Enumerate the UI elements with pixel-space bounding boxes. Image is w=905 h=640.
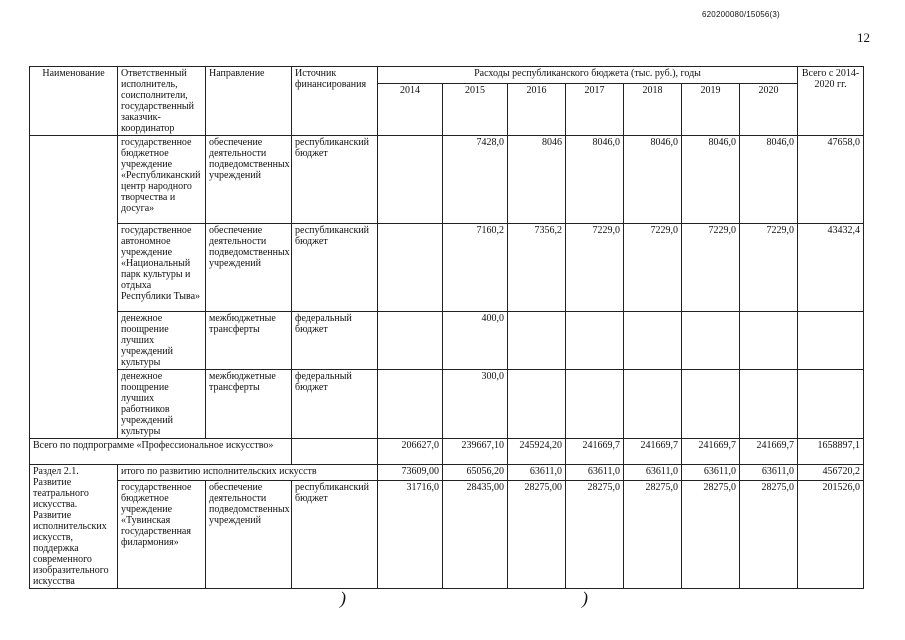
executor-cell: государственное автономное учреждение «Национальный парк культуры и отдыха Республики Тыва»: [118, 224, 206, 312]
year-cell: 2015: [443, 84, 508, 136]
total-cell: [798, 312, 864, 370]
value-cell: [378, 136, 443, 224]
value-cell: 65056,20: [443, 465, 508, 481]
subtotal-empty: [292, 439, 378, 465]
source-cell: республиканский бюджет: [292, 224, 378, 312]
value-cell: 63611,0: [508, 465, 566, 481]
header-name: Наименование: [30, 67, 118, 136]
value-cell: 7229,0: [682, 224, 740, 312]
year-cell: 2019: [682, 84, 740, 136]
value-cell: 63611,0: [624, 465, 682, 481]
value-cell: [378, 224, 443, 312]
header-direction: Направление: [206, 67, 292, 136]
value-cell: 239667,10: [443, 439, 508, 465]
direction-cell: обеспечение деятельности подведомственных учреждений: [206, 136, 292, 224]
value-cell: 31716,0: [378, 481, 443, 589]
document-id: 620200080/15056(3): [702, 10, 780, 19]
value-cell: [566, 312, 624, 370]
value-cell: [740, 312, 798, 370]
page-number: 12: [857, 30, 870, 45]
direction-cell: межбюджетные трансферты: [206, 312, 292, 370]
year-cell: 2017: [566, 84, 624, 136]
value-cell: 206627,0: [378, 439, 443, 465]
value-cell: 7356,2: [508, 224, 566, 312]
year-cell: 2018: [624, 84, 682, 136]
value-cell: 300,0: [443, 370, 508, 439]
value-cell: 241669,7: [682, 439, 740, 465]
value-cell: [740, 370, 798, 439]
section-total-row: [30, 465, 864, 481]
value-cell: [378, 370, 443, 439]
value-cell: 63611,0: [682, 465, 740, 481]
executor-cell: государственное бюджетное учреждение «Республиканский центр народного творчества и досуга»: [118, 136, 206, 224]
budget-table: [29, 66, 864, 589]
value-cell: [566, 370, 624, 439]
value-cell: 8046,0: [740, 136, 798, 224]
value-cell: 8046,0: [682, 136, 740, 224]
value-cell: [624, 312, 682, 370]
header-executor: Ответственный исполнитель, соисполнители, государственный заказчик-координатор: [118, 67, 206, 136]
executor-cell: денежное поощрение лучших учреждений культуры: [118, 312, 206, 370]
table-row: [30, 224, 864, 312]
value-cell: 245924,20: [508, 439, 566, 465]
total-cell: 43432,4: [798, 224, 864, 312]
value-cell: 28275,0: [682, 481, 740, 589]
value-cell: 7229,0: [624, 224, 682, 312]
subtotal-row: [30, 439, 864, 465]
value-cell: 241669,7: [566, 439, 624, 465]
name-cell-empty: [30, 136, 118, 439]
value-cell: 241669,7: [740, 439, 798, 465]
header-source: Источник финансирования: [292, 67, 378, 136]
table-header-row: [30, 67, 864, 84]
header-expenses: Расходы республиканского бюджета (тыс. руб.), годы: [378, 67, 798, 84]
total-cell: 456720,2: [798, 465, 864, 481]
value-cell: [624, 370, 682, 439]
direction-cell: обеспечение деятельности подведомственных учреждений: [206, 481, 292, 589]
value-cell: [508, 312, 566, 370]
value-cell: 28275,0: [740, 481, 798, 589]
value-cell: 7428,0: [443, 136, 508, 224]
value-cell: 8046,0: [566, 136, 624, 224]
value-cell: 8046,0: [624, 136, 682, 224]
source-cell: федеральный бюджет: [292, 370, 378, 439]
table-row: [30, 370, 864, 439]
value-cell: 400,0: [443, 312, 508, 370]
total-cell: 201526,0: [798, 481, 864, 589]
year-cell: 2014: [378, 84, 443, 136]
table-row: [30, 312, 864, 370]
source-cell: федеральный бюджет: [292, 312, 378, 370]
header-total: Всего с 2014-2020 гг.: [798, 67, 864, 136]
value-cell: 73609,00: [378, 465, 443, 481]
bracket-mark: ): [582, 588, 588, 608]
value-cell: 63611,0: [566, 465, 624, 481]
total-cell: 47658,0: [798, 136, 864, 224]
value-cell: [682, 312, 740, 370]
section-total-label: итого по развитию исполнительских искусств: [118, 465, 378, 481]
subtotal-label: Всего по подпрограмме «Профессиональное искусство»: [30, 439, 292, 465]
value-cell: 7160,2: [443, 224, 508, 312]
source-cell: республиканский бюджет: [292, 136, 378, 224]
value-cell: 7229,0: [740, 224, 798, 312]
value-cell: 28275,00: [508, 481, 566, 589]
year-cell: 2020: [740, 84, 798, 136]
executor-cell: государственное бюджетное учреждение «Тувинская государственная филармония»: [118, 481, 206, 589]
value-cell: 28275,0: [566, 481, 624, 589]
value-cell: 7229,0: [566, 224, 624, 312]
value-cell: 241669,7: [624, 439, 682, 465]
table-row: [30, 481, 864, 589]
total-cell: [798, 370, 864, 439]
bracket-mark: ): [340, 588, 346, 608]
value-cell: 63611,0: [740, 465, 798, 481]
total-cell: 1658897,1: [798, 439, 864, 465]
year-cell: 2016: [508, 84, 566, 136]
value-cell: 28275,0: [624, 481, 682, 589]
direction-cell: межбюджетные трансферты: [206, 370, 292, 439]
direction-cell: обеспечение деятельности подведомственных учреждений: [206, 224, 292, 312]
value-cell: [378, 312, 443, 370]
source-cell: республиканский бюджет: [292, 481, 378, 589]
section-name: Раздел 2.1. Развитие театрального искусства. Развитие исполнительских искусств, поддержка современного изобразительного искусства: [30, 465, 118, 589]
value-cell: [682, 370, 740, 439]
value-cell: [508, 370, 566, 439]
value-cell: 28435,00: [443, 481, 508, 589]
value-cell: 8046: [508, 136, 566, 224]
table-row: [30, 136, 864, 224]
executor-cell: денежное поощрение лучших работников учреждений культуры: [118, 370, 206, 439]
